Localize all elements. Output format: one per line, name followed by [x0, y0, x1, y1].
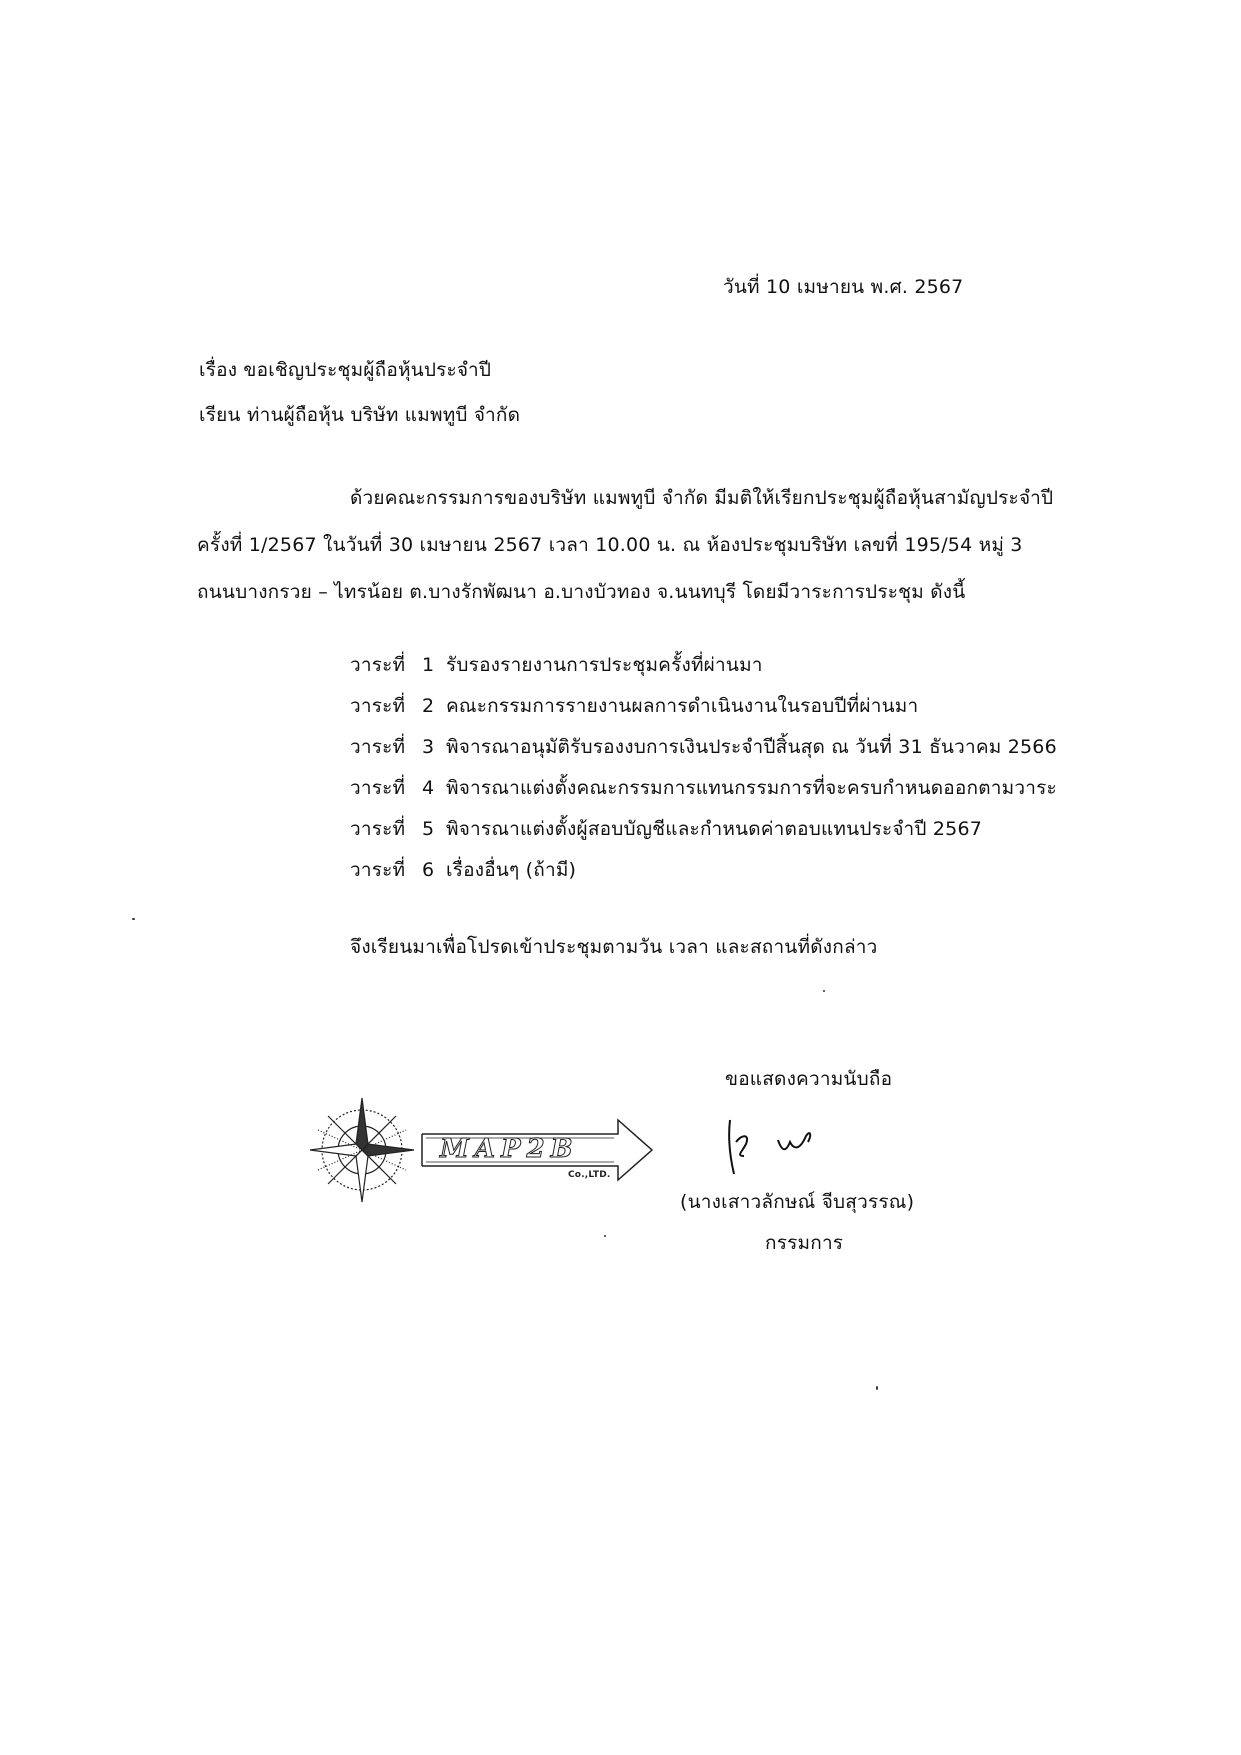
agenda-label: วาระที่ — [350, 695, 406, 717]
agenda-text: พิจารณาอนุมัติรับรองงบการเงินประจำปีสิ้นสุด ณ วันที่ 31 ธันวาคม 2566 — [446, 736, 1057, 758]
agenda-number: 6 — [422, 859, 435, 881]
agenda-label: วาระที่ — [350, 818, 406, 840]
compass-rose-icon — [310, 1098, 414, 1202]
scan-speck — [876, 1386, 878, 1390]
subject-line: เรื่อง ขอเชิญประชุมผู้ถือหุ้นประจำปี — [199, 359, 492, 381]
handwritten-signature — [724, 1112, 834, 1187]
scan-speck — [604, 1235, 606, 1237]
agenda-label: วาระที่ — [350, 736, 406, 758]
signature-graphic — [724, 1112, 834, 1182]
body-line-3: ถนนบางกรวย – ไทรน้อย ต.บางรักพัฒนา อ.บางบัวทอง จ.นนทบุรี โดยมีวาระการประชุม ดังนี้ — [197, 581, 966, 603]
agenda-item — [350, 645, 1057, 686]
agenda-number: 5 — [422, 818, 435, 840]
agenda-number: 4 — [422, 777, 435, 799]
agenda-text: พิจารณาแต่งตั้งคณะกรรมการแทนกรรมการที่จะครบกำหนดออกตามวาระ — [446, 777, 1057, 799]
body-paragraph — [197, 475, 1097, 616]
agenda-label: วาระที่ — [350, 777, 406, 799]
agenda-item — [350, 850, 1057, 891]
document-date: วันที่ 10 เมษายน พ.ศ. 2567 — [723, 276, 964, 298]
agenda-item — [350, 768, 1057, 809]
agenda-number: 1 — [422, 654, 435, 676]
addressee-line: เรียน ท่านผู้ถือหุ้น บริษัท แมพทูบี จำกัด — [199, 404, 521, 426]
signer-title: กรรมการ — [765, 1232, 844, 1254]
agenda-number: 2 — [422, 695, 435, 717]
agenda-text: พิจารณาแต่งตั้งผู้สอบบัญชีและกำหนดค่าตอบแทนประจำปี 2567 — [446, 818, 983, 840]
body-line-2: ครั้งที่ 1/2567 ในวันที่ 30 เมษายน 2567 เวลา 10.00 น. ณ ห้องประชุมบริษัท เลขที่ 195/54 หมู่ 3 — [197, 534, 1023, 556]
closing-line: จึงเรียนมาเพื่อโปรดเข้าประชุมตามวัน เวลา และสถานที่ดังกล่าว — [350, 936, 878, 958]
agenda-label: วาระที่ — [350, 654, 406, 676]
stamp-logo-text: MAP2B — [440, 1134, 579, 1164]
agenda-list — [350, 645, 1057, 891]
stamp-suffix-text: Co.,LTD. — [568, 1170, 611, 1180]
agenda-text: เรื่องอื่นๆ (ถ้ามี) — [446, 859, 577, 881]
agenda-item — [350, 686, 1057, 727]
agenda-text: คณะกรรมการรายงานผลการดำเนินงานในรอบปีที่ผ่านมา — [446, 695, 919, 717]
regards-line: ขอแสดงความนับถือ — [725, 1068, 893, 1090]
agenda-number: 3 — [422, 736, 435, 758]
company-stamp — [300, 1090, 660, 1215]
agenda-item — [350, 809, 1057, 850]
scan-speck — [132, 918, 135, 920]
signer-name: (นางเสาวลักษณ์ จีบสุวรรณ) — [680, 1191, 915, 1213]
agenda-text: รับรองรายงานการประชุมครั้งที่ผ่านมา — [446, 654, 763, 676]
agenda-label: วาระที่ — [350, 859, 406, 881]
agenda-item — [350, 727, 1057, 768]
body-line-1: ด้วยคณะกรรมการของบริษัท แมพทูบี จำกัด มีมติให้เรียกประชุมผู้ถือหุ้นสามัญประจำปี — [350, 487, 1054, 509]
scan-speck — [823, 990, 825, 992]
